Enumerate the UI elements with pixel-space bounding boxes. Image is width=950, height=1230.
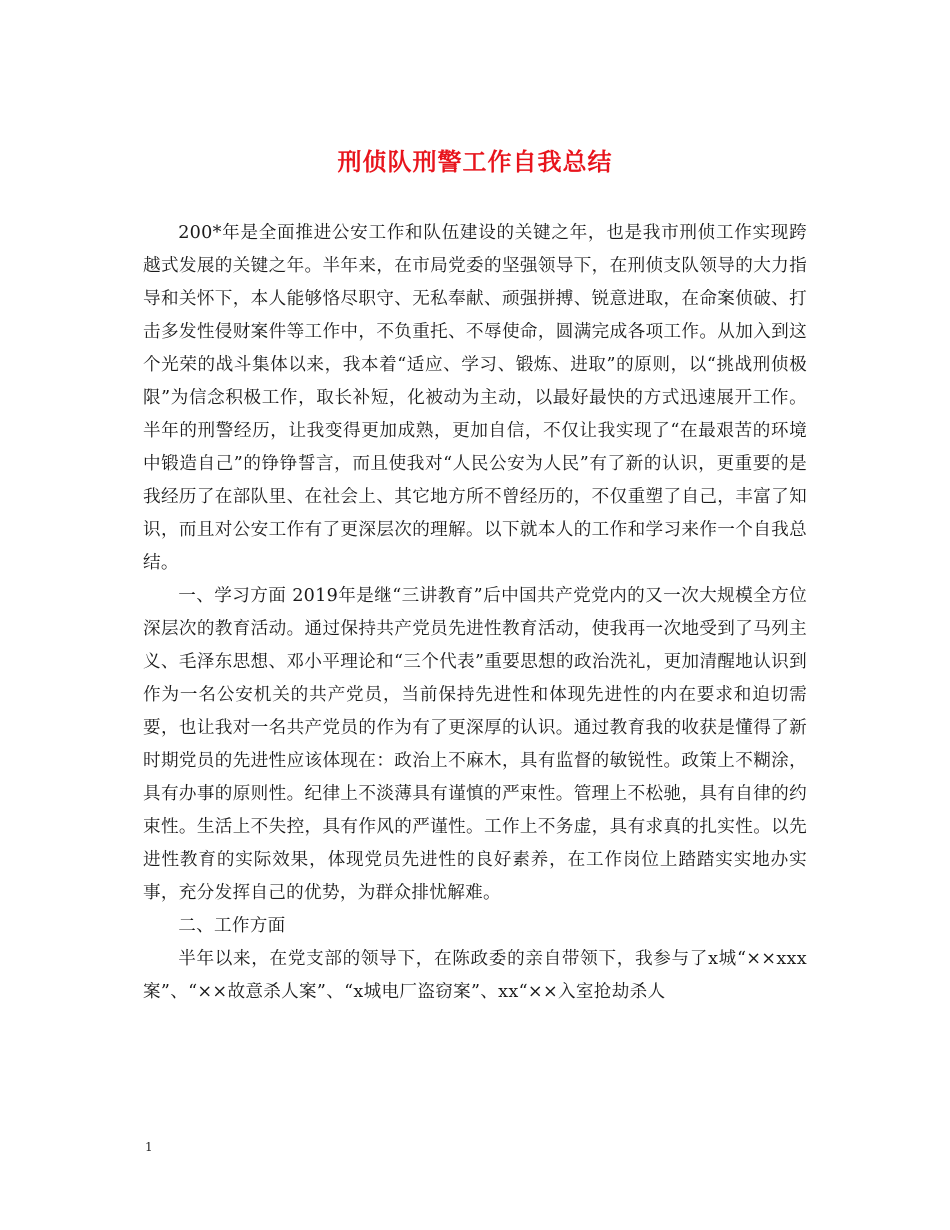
page-number: 1 xyxy=(145,1140,153,1154)
paragraph-intro: 200*年是全面推进公安工作和队伍建设的关键之年，也是我市刑侦工作实现跨越式发展的关键之年。半年来，在市局党委的坚强领导下，在刑侦支队领导的大力指导和关怀下，本人能够恪尽职守、无私奉献、顽强拼搏、锐意进取，在命案侦破、打击多发性侵财案件等工作中，不负重托、不辱使命，圆满完成各项工作。从加入到这个光荣的战斗集体以来，我本着“适应、学习、锻炼、进取”的原则，以“挑战刑侦极限”为信念积极工作，取长补短，化被动为主动，以最好最快的方式迅速展开工作。半年的刑警经历，让我变得更加成熟，更加自信，不仅让我实现了“在最艰苦的环境中锻造自己”的铮铮誓言，而且使我对“人民公安为人民”有了新的认识，更重要的是我经历了在部队里、在社会上、其它地方所不曾经历的，不仅重塑了自己，丰富了知识，而且对公安工作有了更深层次的理解。以下就本人的工作和学习来作一个自我总结。 xyxy=(143,223,807,573)
paragraph-work: 半年以来，在党支部的领导下，在陈政委的亲自带领下，我参与了x城“××xxx案”、“××故意杀人案”、“x城电厂盗窃案”、xx“××入室抢劫杀人 xyxy=(143,949,807,1002)
section-heading-work: 二、工作方面 xyxy=(178,916,286,936)
document-body xyxy=(143,217,807,1009)
document-title: 刑侦队刑警工作自我总结 xyxy=(337,148,613,176)
paragraph-study: 一、学习方面 2019年是继“三讲教育”后中国共产党党内的又一次大规模全方位深层次的教育活动。通过保持共产党员先进性教育活动，使我再一次地受到了马列主义、毛泽东思想、邓小平理论和“三个代表”重要思想的政治洗礼，更加清醒地认识到作为一名公安机关的共产党员，当前保持先进性和体现先进性的内在要求和迫切需要，也让我对一名共产党员的作为有了更深厚的认识。通过教育我的收获是懂得了新时期党员的先进性应该体现在：政治上不麻木，具有监督的敏锐性。政策上不糊涂，具有办事的原则性。纪律上不淡薄具有谨慎的严束性。管理上不松驰，具有自律的约束性。生活上不失控，具有作风的严谨性。工作上不务虚，具有求真的扎实性。以先进性教育的实际效果，体现党员先进性的良好素养，在工作岗位上踏踏实实地办实事，充分发挥自己的优势，为群众排忧解难。 xyxy=(143,586,807,903)
